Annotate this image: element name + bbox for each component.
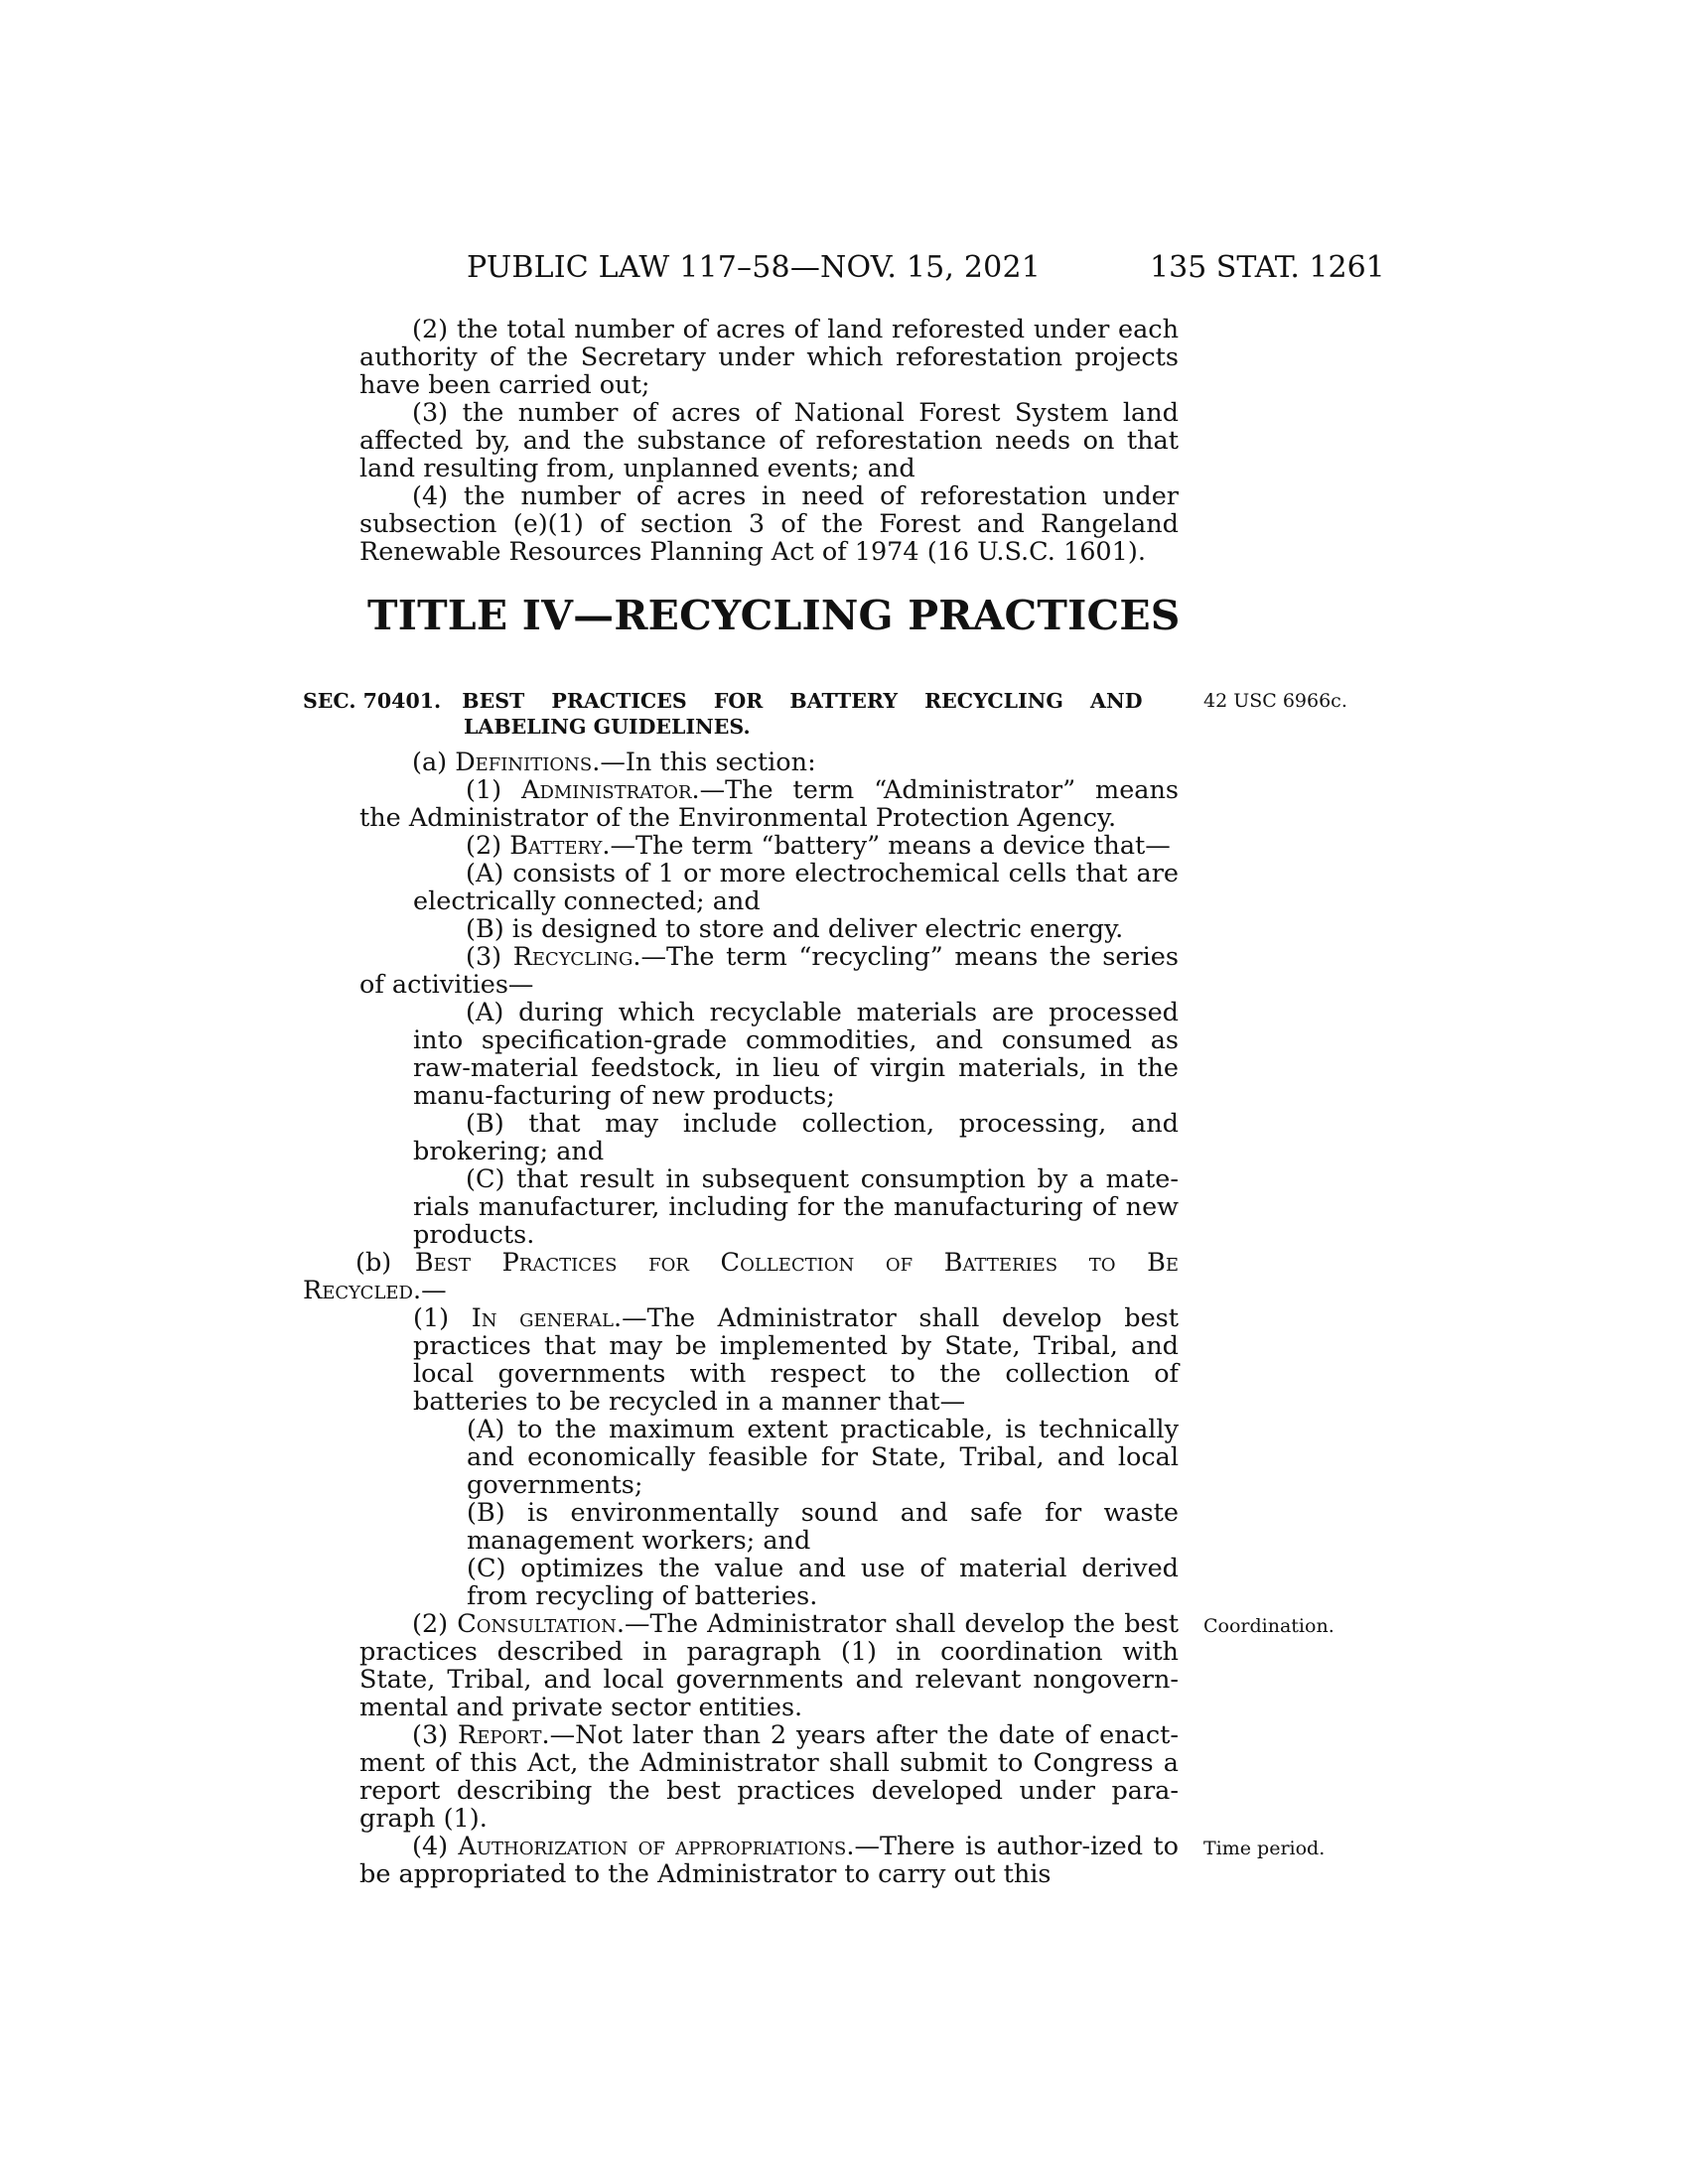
definition-2-A: (A) consists of 1 or more electrochemical cells that are electrically connected; and: [413, 859, 1179, 916]
definition-2-B: (B) is designed to store and deliver electric energy.: [466, 914, 1124, 944]
definition-1-text: .—The term “Administrator” means the Administrator of the Environmental Protection Agency.: [359, 775, 1179, 833]
section-heading-line2: LABELING GUIDELINES.: [464, 715, 751, 739]
definition-3-A: (A) during which recyclable materials are processed into specification-grade commodities, and consumed as raw-material feedstock, in lieu of virgin materials, in the manu-facturing of new products;: [413, 998, 1179, 1111]
subsection-a: [359, 749, 1179, 776]
paragraph-3: (3) the number of acres of National Forest System land affected by, and the substance of reforestation needs on that land resulting from, unplanned events; and: [359, 398, 1179, 483]
paragraph-2: (2) the total number of acres of land reforested under each authority of the Secretary under which reforestation projects have been carried out;: [359, 315, 1179, 400]
definition-3: [359, 943, 1179, 999]
margin-note-time-period: Time period.: [1203, 1838, 1326, 1859]
subsection-b-text: .—: [412, 1276, 447, 1305]
best-practices-1-number: (1): [413, 1303, 472, 1333]
subsection-a-text: .—In this section:: [592, 748, 816, 777]
section-heading-line1: BEST PRACTICES FOR BATTERY RECYCLING AND: [462, 689, 1143, 713]
definition-3-heading: Recycling: [512, 942, 633, 972]
best-practices-1-C: (C) optimizes the value and use of material derived from recycling of batteries.: [467, 1554, 1179, 1611]
best-practices-2-number: (2): [412, 1609, 458, 1639]
definition-2-number: (2): [466, 831, 510, 861]
best-practices-3: [359, 1721, 1179, 1833]
definition-2: [359, 832, 1179, 860]
best-practices-3-text: .—Not later than 2 years after the date of enact-ment of this Act, the Administrator shall submit to Congress a report describing the best practices developed under para-graph (1).: [359, 1720, 1179, 1834]
definition-3-text: .—The term “recycling” means the series of activities—: [359, 942, 1179, 1000]
definition-3-B: (B) that may include collection, processing, and brokering; and: [413, 1109, 1179, 1166]
best-practices-2-heading: Consultation: [457, 1609, 617, 1639]
definition-1-heading: Administrator: [521, 775, 692, 805]
running-header-page: 135 STAT. 1261: [1150, 250, 1385, 285]
best-practices-2: [359, 1610, 1179, 1721]
subsection-a-heading: Definitions: [455, 748, 593, 777]
subsection-b: [303, 1249, 1179, 1304]
best-practices-4-heading: Authorization of appropriations: [458, 1832, 847, 1861]
section-number: SEC. 70401.: [303, 689, 442, 713]
margin-note-coordination: Coordination.: [1203, 1615, 1335, 1637]
running-header-title: PUBLIC LAW 117–58—NOV. 15, 2021: [467, 250, 1042, 285]
best-practices-1-text: .—The Administrator shall develop best practices that may be implemented by State, Tribal, and local governments with respect to the collection of batteries to be recycled in a manner that—: [413, 1303, 1180, 1417]
best-practices-4-number: (4): [412, 1832, 459, 1861]
best-practices-2-text: .—The Administrator shall develop the best practices described in paragraph (1) in coordination with State, Tribal, and local governments and relevant nongovern-mental and private sector entities.: [359, 1609, 1179, 1722]
paragraph-4: (4) the number of acres in need of reforestation under subsection (e)(1) of section 3 of the Forest and Rangeland Renewable Resources Planning Act of 1974 (16 U.S.C. 1601).: [359, 481, 1179, 567]
definition-3-C: (C) that result in subsequent consumption by a mate-rials manufacturer, including for the manufacturing of new products.: [413, 1164, 1179, 1250]
subsection-a-number: (a): [412, 748, 456, 777]
best-practices-3-number: (3): [412, 1720, 459, 1750]
margin-note-usc: 42 USC 6966c.: [1203, 690, 1347, 712]
subsection-b-number: (b): [355, 1248, 415, 1278]
best-practices-4: [359, 1833, 1179, 1888]
best-practices-1-A: (A) to the maximum extent practicable, is technically and economically feasible for State, Tribal, and local governments;: [467, 1415, 1179, 1500]
best-practices-3-heading: Report: [458, 1720, 542, 1750]
definition-2-heading: Battery: [509, 831, 603, 861]
best-practices-1-B: (B) is environmentally sound and safe for waste management workers; and: [467, 1498, 1179, 1556]
best-practices-1-heading: In general: [471, 1303, 614, 1333]
section-heading: [303, 687, 1179, 715]
definition-1-number: (1): [466, 775, 522, 805]
definition-3-number: (3): [466, 942, 513, 972]
title-heading: TITLE IV—RECYCLING PRACTICES: [367, 592, 1181, 639]
subsection-b-heading: Best Practices for Collection of Batteries to Be Recycled: [303, 1248, 1179, 1305]
best-practices-4-text: .—There is author-ized to be appropriated to the Administrator to carry out this: [359, 1832, 1179, 1889]
best-practices-1: [413, 1304, 1179, 1416]
definition-2-text: .—The term “battery” means a device that—: [602, 831, 1171, 861]
definition-1: [359, 776, 1179, 832]
